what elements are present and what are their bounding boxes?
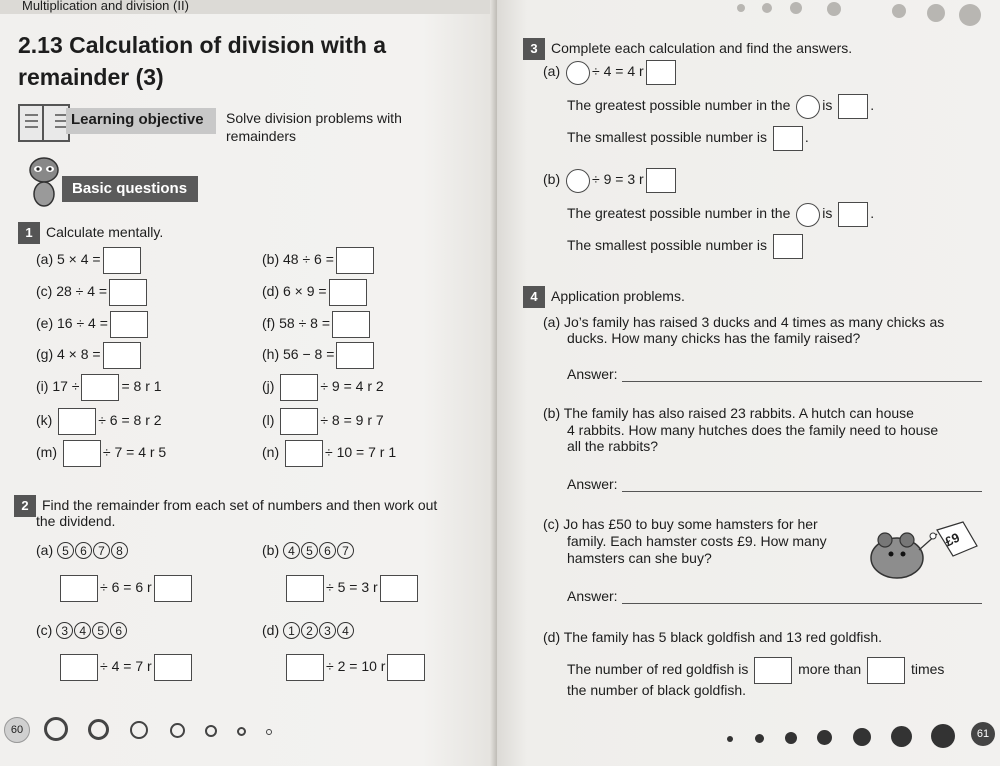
q2-d-eq-text: ÷ 2 = 10 r [326, 658, 386, 675]
q3-is-text: is [822, 97, 833, 114]
q2-b-label: (b) [262, 542, 280, 558]
circled-number: 4 [74, 622, 91, 639]
answer-box[interactable] [329, 279, 367, 306]
decorative-circle-icon [88, 719, 109, 740]
q1-f-text: (f) 58 ÷ 8 = [262, 315, 330, 332]
question-1 [18, 222, 163, 244]
answer-box[interactable] [838, 94, 868, 119]
circled-number: 4 [337, 622, 354, 639]
q1-m-rest: ÷ 7 = 4 r 5 [102, 444, 167, 461]
circled-number: 6 [110, 622, 127, 639]
decorative-dot-icon [959, 4, 981, 26]
q3-b-greatest-text: The greatest possible number in the [567, 205, 791, 222]
answer-box[interactable] [380, 575, 418, 602]
q1-j-label: (j) [262, 378, 275, 395]
decorative-circle-icon [205, 725, 217, 737]
right-page [497, 0, 1000, 766]
question-number: 2 [14, 495, 36, 517]
q1-a [36, 247, 143, 274]
page-number: 60 [4, 717, 30, 743]
decorative-dot-icon [762, 3, 772, 13]
q1-d-text: (d) 6 × 9 = [262, 283, 327, 300]
circled-number: 5 [92, 622, 109, 639]
circled-number: 4 [283, 542, 300, 559]
q2-a-set [36, 542, 129, 559]
circled-number: 5 [301, 542, 318, 559]
q1-m [36, 440, 166, 467]
q1-b [262, 247, 376, 274]
question-3 [523, 38, 852, 60]
q1-j-rest: ÷ 9 = 4 r 2 [320, 378, 384, 395]
q4-d-text-line3: the number of black goldfish. [567, 682, 746, 698]
answer-box[interactable] [773, 126, 803, 151]
question-text: Complete each calculation and find the answers. [551, 40, 853, 56]
objective-text: Solve division problems with [226, 110, 402, 126]
circled-number: 6 [75, 542, 92, 559]
answer-label: Answer: [567, 588, 618, 604]
decorative-circle-icon [170, 723, 185, 738]
raccoon-mascot-icon [26, 152, 62, 208]
question-number: 3 [523, 38, 545, 60]
q1-i-text: (i) 17 ÷ [36, 378, 80, 395]
answer-box[interactable] [754, 657, 792, 684]
decorative-dot-icon [853, 728, 871, 746]
hamster-icon [867, 520, 987, 584]
answer-box[interactable] [286, 654, 324, 681]
answer-circle[interactable] [796, 95, 820, 119]
answer-line[interactable] [622, 381, 982, 382]
answer-box[interactable] [285, 440, 323, 467]
q2-a-eq-text: ÷ 6 = 6 r [100, 579, 152, 596]
q2-d-set [262, 622, 355, 639]
circled-number: 3 [56, 622, 73, 639]
q1-n-rest: ÷ 10 = 7 r 1 [325, 444, 397, 461]
q1-h-text: (h) 56 − 8 = [262, 346, 335, 363]
answer-box[interactable] [103, 247, 141, 274]
q3-is-text: is [822, 205, 833, 222]
q3-b-smallest [567, 234, 805, 259]
answer-box[interactable] [646, 60, 676, 85]
q2-a-equation [58, 575, 194, 602]
question-2-line2: the dividend. [36, 513, 116, 529]
q2-b-equation [284, 575, 420, 602]
circled-number: 8 [111, 542, 128, 559]
q2-d-equation [284, 654, 427, 681]
answer-box[interactable] [646, 168, 676, 193]
q1-n [262, 440, 396, 467]
objective-text-line2: remainders [226, 128, 297, 144]
q1-k [36, 408, 162, 435]
q1-e [36, 311, 150, 338]
q1-j [262, 374, 384, 401]
answer-box[interactable] [60, 575, 98, 602]
q4-b-text-line3: all the rabbits? [567, 438, 659, 454]
answer-box[interactable] [63, 440, 101, 467]
q4-d-part3: times [910, 661, 945, 678]
q1-g [36, 342, 143, 369]
question-text: Application problems. [551, 288, 685, 304]
q1-c-text: (c) 28 ÷ 4 = [36, 283, 108, 300]
q1-l [262, 408, 384, 435]
q3-b-eq-text: ÷ 9 = 3 r [592, 171, 644, 188]
decorative-dot-icon [931, 724, 955, 748]
q2-b-eq-text: ÷ 5 = 3 r [326, 579, 378, 596]
answer-box[interactable] [154, 575, 192, 602]
answer-circle[interactable] [796, 203, 820, 227]
q3-b-smallest-text: The smallest possible number is [567, 237, 767, 254]
answer-circle[interactable] [566, 169, 590, 193]
answer-box[interactable] [154, 654, 192, 681]
circled-number: 2 [301, 622, 318, 639]
q1-m-label: (m) [36, 444, 57, 461]
question-text: Calculate mentally. [46, 224, 164, 240]
basic-questions-label: Basic questions [72, 180, 188, 197]
q3-a-label: (a) [543, 63, 561, 80]
answer-box[interactable] [280, 374, 318, 401]
circled-number: 3 [319, 622, 336, 639]
q4-a-answer [567, 366, 982, 382]
circled-number: 7 [337, 542, 354, 559]
q2-b-set [262, 542, 355, 559]
decorative-dot-icon [892, 4, 906, 18]
q4-d-part2: more than [798, 661, 862, 678]
q1-n-label: (n) [262, 444, 280, 461]
q1-d [262, 279, 369, 306]
q3-a-eq-text: ÷ 4 = 4 r [592, 63, 644, 80]
decorative-dot-icon [891, 726, 912, 747]
answer-box[interactable] [332, 311, 370, 338]
q4-d-text: (d) The family has 5 black goldfish and 13 red goldfish. [543, 629, 883, 645]
question-number: 4 [523, 286, 545, 308]
q4-d-part1: The number of red goldfish is [567, 661, 749, 678]
q1-l-label: (l) [262, 412, 275, 429]
answer-line[interactable] [622, 491, 982, 492]
q3-a-greatest-text: The greatest possible number in the [567, 97, 791, 114]
decorative-circle-icon [237, 727, 246, 736]
answer-box[interactable] [773, 234, 803, 259]
answer-box[interactable] [58, 408, 96, 435]
decorative-circle-icon [44, 717, 68, 741]
decorative-circle-icon [130, 721, 148, 739]
q1-a-text: (a) 5 × 4 = [36, 251, 101, 268]
circled-number: 1 [283, 622, 300, 639]
q1-k-label: (k) [36, 412, 53, 429]
answer-box[interactable] [103, 342, 141, 369]
q1-g-text: (g) 4 × 8 = [36, 346, 101, 363]
decorative-dot-icon [817, 730, 832, 745]
q4-a-text-line2: ducks. How many chicks has the family raised? [567, 330, 861, 346]
decorative-dot-icon [737, 4, 745, 12]
q1-i-rest: = 8 r 1 [121, 378, 162, 395]
q4-b-text: (b) The family has also raised 23 rabbits. A hutch can house [543, 405, 914, 421]
answer-label: Answer: [567, 366, 618, 382]
question-number: 1 [18, 222, 40, 244]
q1-b-text: (b) 48 ÷ 6 = [262, 251, 334, 268]
answer-box[interactable] [110, 311, 148, 338]
q1-c [36, 279, 149, 306]
q1-i [36, 374, 162, 401]
page-number: 61 [971, 722, 995, 746]
q1-e-text: (e) 16 ÷ 4 = [36, 315, 108, 332]
q4-d-text-line2 [567, 657, 944, 684]
q2-c-equation [58, 654, 194, 681]
decorative-circle-icon [266, 729, 272, 735]
answer-box[interactable] [286, 575, 324, 602]
q3-a-smallest: The smallest possible number is . [567, 126, 809, 151]
answer-box[interactable] [336, 247, 374, 274]
decorative-dot-icon [727, 736, 733, 742]
answer-label: Answer: [567, 476, 618, 492]
q3-a-greatest: The greatest possible number in the is . [567, 94, 874, 119]
page-title-line2: remainder (3) [18, 64, 164, 90]
decorative-dot-icon [785, 732, 797, 744]
answer-line[interactable] [622, 603, 982, 604]
answer-box[interactable] [867, 657, 905, 684]
q4-c-text-line3: hamsters can she buy? [567, 550, 712, 566]
answer-box[interactable] [60, 654, 98, 681]
q2-c-set [36, 622, 128, 639]
q2-a-label: (a) [36, 542, 54, 558]
answer-box[interactable] [336, 342, 374, 369]
q3-a-smallest-text: The smallest possible number is [567, 129, 767, 146]
q2-d-label: (d) [262, 622, 280, 638]
circled-number: 5 [57, 542, 74, 559]
question-4 [523, 286, 685, 308]
decorative-dot-icon [755, 734, 764, 743]
q1-h [262, 342, 376, 369]
answer-box[interactable] [387, 654, 425, 681]
decorative-dot-icon [827, 2, 841, 16]
left-page [0, 0, 497, 766]
objective-label: Learning objective [71, 111, 204, 128]
q3-b-greatest: The greatest possible number in the is . [567, 202, 874, 227]
q4-c-text-line2: family. Each hamster costs £9. How many [567, 533, 827, 549]
circled-number: 7 [93, 542, 110, 559]
page-title: 2.13 Calculation of division with a [18, 32, 387, 58]
decorative-dot-icon [927, 4, 945, 22]
q2-c-label: (c) [36, 622, 53, 638]
q4-c-answer [567, 588, 982, 604]
answer-circle[interactable] [566, 61, 590, 85]
q4-b-answer [567, 476, 982, 492]
q3-a-equation [543, 60, 678, 85]
book-icon [18, 104, 70, 142]
q4-a-text: (a) Jo’s family has raised 3 ducks and 4 times as many chicks as [543, 314, 945, 330]
q2-c-eq-text: ÷ 4 = 7 r [100, 658, 152, 675]
circled-number: 6 [319, 542, 336, 559]
q4-b-text-line2: 4 rabbits. How many hutches does the family need to house [567, 422, 939, 438]
decorative-dot-icon [790, 2, 802, 14]
answer-box[interactable] [81, 374, 119, 401]
q3-b-label: (b) [543, 171, 561, 188]
q4-c-text: (c) Jo has £50 to buy some hamsters for her [543, 516, 818, 532]
running-head: Multiplication and division (II) [22, 0, 189, 13]
question-text: Find the remainder from each set of numbers and then work out [42, 497, 438, 513]
price-tag: £9 [942, 529, 962, 550]
answer-box[interactable] [838, 202, 868, 227]
q1-l-rest: ÷ 8 = 9 r 7 [320, 412, 384, 429]
q1-f [262, 311, 372, 338]
answer-box[interactable] [280, 408, 318, 435]
q1-k-rest: ÷ 6 = 8 r 2 [98, 412, 162, 429]
q3-b-equation [543, 168, 678, 193]
answer-box[interactable] [109, 279, 147, 306]
